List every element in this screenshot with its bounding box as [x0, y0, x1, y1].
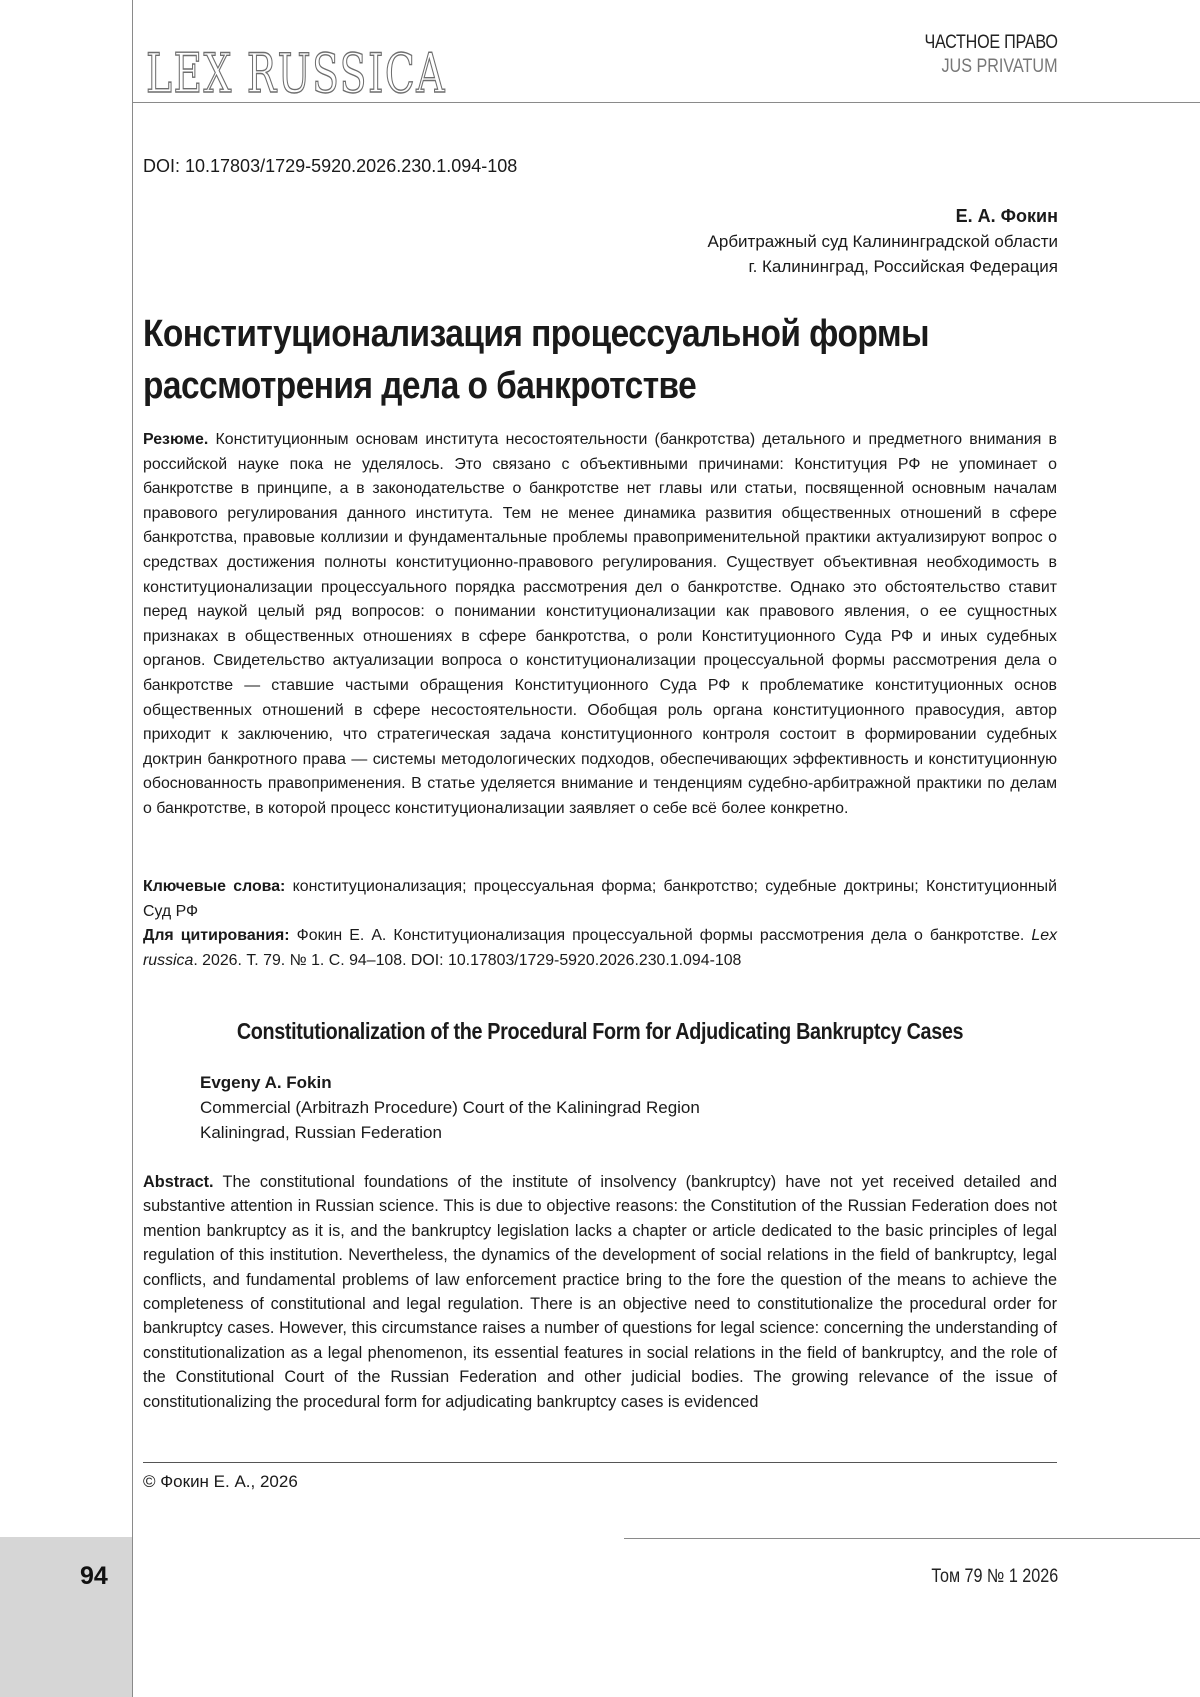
author-affiliation-ru: Арбитражный суд Калининградской области — [707, 232, 1058, 251]
abstract-en-label: Abstract. — [143, 1173, 214, 1191]
author-name-en: Evgeny A. Fokin — [200, 1073, 332, 1092]
keywords-ru — [143, 875, 1057, 924]
article-title-ru — [143, 308, 1093, 412]
copyright-rule — [143, 1462, 1057, 1463]
keywords-ru-text: конституционализация; процессуальная форма; банкротство; судебные доктрины; Конституционный Суд РФ — [143, 878, 1057, 920]
citation-ru-text: Фокин Е. А. Конституционализация процессуальной формы рассмотрения дела о банкротстве. — [296, 927, 1025, 944]
abstract-ru — [143, 428, 1057, 822]
issue-info: Том 79 № 1 2026 — [931, 1566, 1058, 1587]
author-affiliation-en: Commercial (Arbitrazh Procedure) Court of the Kaliningrad Region — [200, 1098, 700, 1117]
footer-rule — [624, 1538, 1200, 1539]
doi: DOI: 10.17803/1729-5920.2026.230.1.094-108 — [143, 156, 518, 176]
citation-ru-journal: Lex russica — [143, 927, 1058, 969]
section-title-en: JUS PRIVATUM — [941, 56, 1058, 77]
journal-logo-text: LEX RUSSICA — [146, 42, 446, 105]
page-number: 94 — [80, 1562, 108, 1590]
abstract-ru-label: Резюме. — [143, 431, 209, 448]
abstract-en — [143, 1170, 1057, 1414]
page-number-band — [0, 1537, 132, 1697]
abstract-ru-text: Конституционным основам института несостоятельности (банкротства) детального и предметного внимания в российской науке пока не уделялось. Это связано с объективными причинами: Конституция РФ не упоминает о банкротстве в принципе, а в законодательстве о банкротстве нет главы или статьи, посвященной основным началам правового регулирования данного института. Тем не менее динамика развития общественных отношений в сфере банкротства, правовые коллизии и фундаментальные проблемы правоприменительной практики актуализируют вопрос о средствах достижения полноты конституционно-правового регулирования. Существует объективная необходимость в конституционализации процессуального порядка рассмотрения дел о банкротстве. Однако это обстоятельство ставит перед наукой целый ряд вопросов: о понимании конституционализации как правового явления, о ее сущностных признаках в общественных отношениях в сфере банкротства, о роли Конституционного Суда РФ и иных судебных органов. Свидетельство актуализации вопроса о конституционализации процессуальной формы рассмотрения дела о банкротстве — ставшие частыми обращения Конституционного Суда РФ к проблематике конституционных основ общественных отношений в сфере несостоятельности. Обобщая роль органа конституционного правосудия, автор приходит к заключению, что стратегическая задача конституционного контроля состоит в формировании судебных доктрин банкротного права — системы методологических подходов, обеспечивающих эффективность и конституционную обоснованность правоприменения. В статье уделяется внимание и тенденциям судебно-арбитражной практики по делам о банкротстве, в которой процесс конституционализации заявляет о себе всё более конкретно. — [143, 431, 1057, 817]
section-title-ru: ЧАСТНОЕ ПРАВО — [924, 32, 1058, 53]
keywords-ru-label: Ключевые слова: — [143, 878, 286, 895]
article-title-ru-line2: рассмотрения дела о банкротстве — [143, 365, 697, 407]
citation-ru — [143, 924, 1057, 973]
article-title-ru-line1: Конституционализация процессуальной формы — [143, 313, 930, 355]
article-title-en: Constitutionalization of the Procedural Form for Adjudicating Bankruptcy Cases — [236, 1018, 964, 1044]
journal-logo — [146, 38, 456, 108]
author-location-ru: г. Калининград, Российская Федерация — [748, 257, 1058, 276]
left-margin-rule — [132, 0, 133, 1697]
citation-ru-details: . 2026. Т. 79. № 1. С. 94–108. DOI: 10.17803/1729-5920.2026.230.1.094-108 — [193, 951, 742, 969]
copyright: © Фокин Е. А., 2026 — [143, 1472, 298, 1491]
abstract-en-text: The constitutional foundations of the institute of insolvency (bankruptcy) have not yet received detailed and substantive attention in Russian science. This is due to objective reasons: the Constitution of the Russian Federation does not mention bankruptcy as it is, and the bankruptcy legislation lacks a chapter or article dedicated to the basic principles of legal regulation of this institution. Nevertheless, the dynamics of the development of social relations in the field of bankruptcy, legal conflicts, and fundamental problems of law enforcement practice bring to the fore the question of the means to achieve the completeness of constitutional and legal regulation. There is an objective need to constitutionalize the procedural order for bankruptcy cases. However, this circumstance raises a number of questions for legal science: concerning the understanding of constitutionalization as a legal phenomenon, its essential features in social relations in the field of bankruptcy, and the role of the Constitutional Court of the Russian Federation and other judicial bodies. The growing relevance of the issue of constitutionalizing the procedural form for adjudicating bankruptcy cases is evidenced — [143, 1173, 1057, 1411]
author-name-ru: Е. А. Фокин — [955, 206, 1058, 226]
author-location-en: Kaliningrad, Russian Federation — [200, 1123, 442, 1142]
citation-ru-label: Для цитирования: — [143, 927, 290, 944]
